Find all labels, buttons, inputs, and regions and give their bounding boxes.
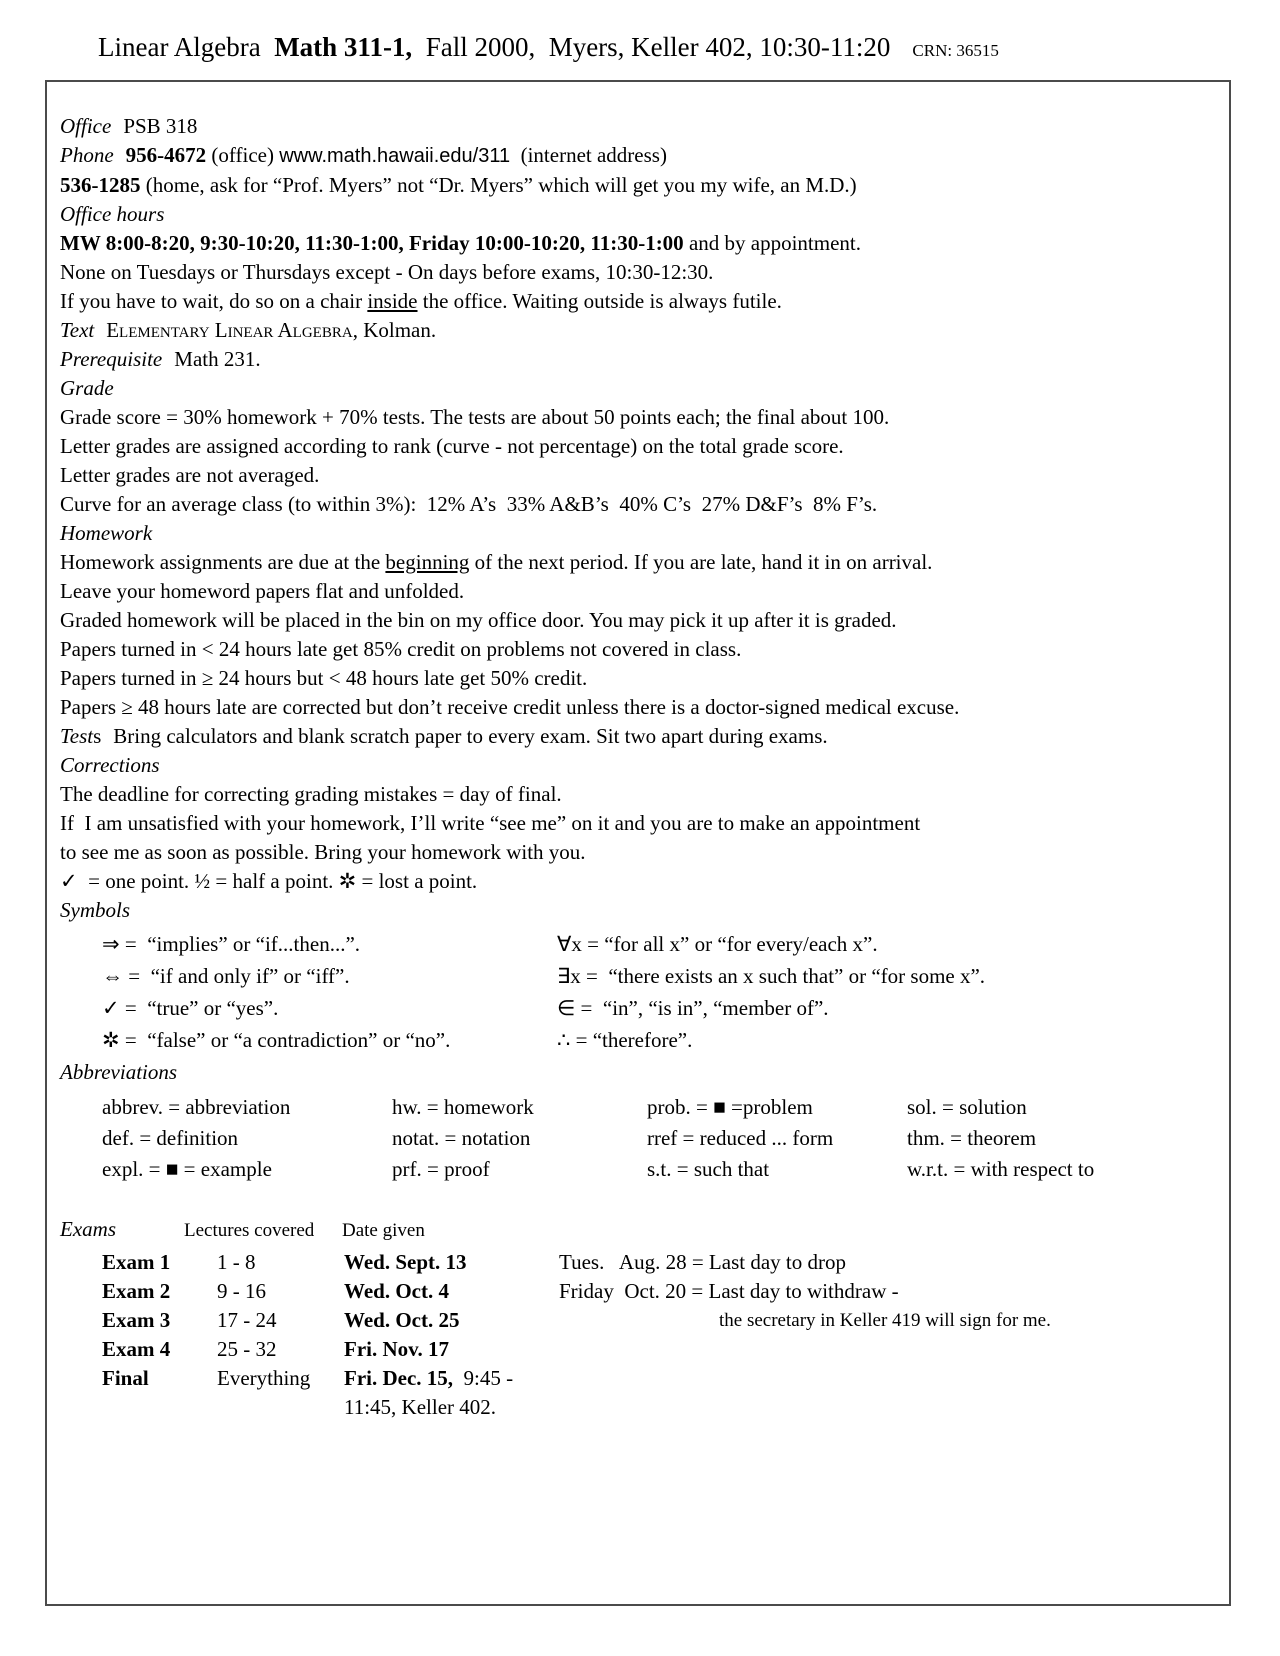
exam-row xyxy=(102,1364,1219,1422)
exam-name: Final xyxy=(102,1366,149,1390)
course-name: Linear Algebra xyxy=(98,32,275,62)
exams-heading: Exams xyxy=(60,1217,116,1241)
text-line xyxy=(60,316,1219,345)
exam-row xyxy=(102,1277,1219,1306)
corrections-line: to see me as soon as possible. Bring your homework with you. xyxy=(60,840,586,864)
abbr-cell: abbrev. = abbreviation xyxy=(102,1095,291,1119)
office-label: Office xyxy=(60,114,112,138)
exam-date: Fri. Dec. 15, 9:45 - 11:45, Keller 402. xyxy=(344,1366,519,1419)
exam-note xyxy=(559,1335,1219,1364)
grade-heading: Grade xyxy=(60,376,114,400)
prerequisite-line xyxy=(60,345,1219,374)
exam-lectures: 17 - 24 xyxy=(217,1308,277,1332)
symbols-row xyxy=(102,1026,1219,1055)
abbr-cell: hw. = homework xyxy=(392,1095,534,1119)
abbr-cell: prob. = ■ =problem xyxy=(647,1095,813,1119)
office-hours-appointment: and by appointment. xyxy=(683,231,861,255)
tests-label-s: s xyxy=(93,724,102,748)
symbols-row xyxy=(102,930,1219,959)
corrections-line: If I am unsatisfied with your homework, I’ll write “see me” on it and you are to make an appointment xyxy=(60,811,921,835)
exam-row xyxy=(102,1248,1219,1277)
abbr-cell: w.r.t. = with respect to xyxy=(907,1157,1095,1181)
office-value: PSB 318 xyxy=(123,114,198,138)
office-hours-wait-line xyxy=(60,287,1219,316)
textbook-author: , Kolman. xyxy=(352,318,437,342)
abbr-cell: thm. = theorem xyxy=(907,1126,1037,1150)
exams-header xyxy=(60,1215,1219,1245)
abbr-cell: rref = reduced ... form xyxy=(647,1126,834,1150)
exam-lectures: 9 - 16 xyxy=(217,1279,266,1303)
hw-underlined: beginning xyxy=(385,550,470,574)
symbol-therefore: ∴ = “therefore”. xyxy=(557,1028,693,1052)
homework-line: Papers ≥ 48 hours late are corrected but don’t receive credit unless there is a doctor-signed medical excuse. xyxy=(60,695,960,719)
exam-name: Exam 2 xyxy=(102,1279,171,1303)
abbr-cell: s.t. = such that xyxy=(647,1157,770,1181)
abbreviations-row xyxy=(102,1124,1219,1153)
exam-note: Tues. Aug. 28 = Last day to drop xyxy=(559,1250,846,1274)
office-hours-heading: Office hours xyxy=(60,202,165,226)
exam-row xyxy=(102,1306,1219,1335)
prerequisite-label: Prerequisite xyxy=(60,347,163,371)
course-number: Math 311-1, xyxy=(274,32,413,62)
abbr-cell: prf. = proof xyxy=(392,1157,490,1181)
symbols-heading: Symbols xyxy=(60,898,130,922)
abbr-cell: expl. = ■ = example xyxy=(102,1157,272,1181)
exam-lectures: Everything xyxy=(217,1366,311,1390)
office-hours-times xyxy=(60,229,1219,258)
wait-post: the office. Waiting outside is always futile. xyxy=(417,289,782,313)
phone-line xyxy=(60,141,1219,171)
symbol-iff: ⇔ = “if and only if” or “iff”. xyxy=(102,964,350,988)
symbol-exists: ∃x = “there exists an x such that” or “for some x”. xyxy=(557,964,986,988)
symbols-row xyxy=(102,994,1219,1023)
abbreviations-row xyxy=(102,1155,1219,1184)
exam-date: Wed. Sept. 13 xyxy=(344,1250,467,1274)
phone-home-number: 536-1285 xyxy=(60,173,141,197)
hw-post: of the next period. If you are late, hand it in on arrival. xyxy=(469,550,933,574)
office-hours-bold: MW 8:00-8:20, 9:30-10:20, 11:30-1:00, Friday 10:00-10:20, 11:30-1:00 xyxy=(60,231,684,255)
homework-line xyxy=(60,548,1219,577)
symbols-row xyxy=(102,962,1219,991)
symbol-false: ✲ = “false” or “a contradiction” or “no”. xyxy=(102,1028,451,1052)
symbol-forall: ∀x = “for all x” or “for every/each x”. xyxy=(557,932,878,956)
exams-col-date: Date given xyxy=(342,1220,425,1241)
phone-office-suffix: (office) xyxy=(206,143,280,167)
exam-note: the secretary in Keller 419 will sign for me. xyxy=(719,1310,1051,1331)
syllabus-body-box xyxy=(45,80,1231,1606)
grade-line: Curve for an average class (to within 3%): 12% A’s 33% A&B’s 40% C’s 27% D&F’s 8% F’s. xyxy=(60,492,878,516)
symbol-check: ✓ = “true” or “yes”. xyxy=(102,996,279,1020)
office-line xyxy=(60,112,1219,141)
corrections-heading: Corrections xyxy=(60,753,160,777)
exam-lectures: 1 - 8 xyxy=(217,1250,256,1274)
course-details: Fall 2000, Myers, Keller 402, 10:30-11:20 xyxy=(412,32,891,62)
course-crn: CRN: 36515 xyxy=(912,41,999,60)
course-website-url: www.math.hawaii.edu/311 xyxy=(279,145,511,167)
tests-line xyxy=(60,722,1219,751)
exams-col-lectures: Lectures covered xyxy=(184,1220,315,1241)
points-legend-line: ✓ = one point. ½ = half a point. ✲ = lost a point. xyxy=(60,869,478,893)
exam-name: Exam 3 xyxy=(102,1308,171,1332)
abbr-cell: notat. = notation xyxy=(392,1126,531,1150)
symbol-in: ∈ = “in”, “is in”, “member of”. xyxy=(557,996,829,1020)
exam-name: Exam 1 xyxy=(102,1250,171,1274)
prerequisite-value: Math 231. xyxy=(174,347,261,371)
homework-line: Papers turned in ≥ 24 hours but < 48 hours late get 50% credit. xyxy=(60,666,588,690)
exam-note xyxy=(559,1364,1219,1422)
abbr-cell: sol. = solution xyxy=(907,1095,1027,1119)
homework-line: Papers turned in < 24 hours late get 85% credit on problems not covered in class. xyxy=(60,637,742,661)
phone-office-number: 956-4672 xyxy=(125,143,207,167)
text-label: Text xyxy=(60,318,95,342)
page-title xyxy=(98,30,999,68)
exam-lectures: 25 - 32 xyxy=(217,1337,277,1361)
grade-line: Grade score = 30% homework + 70% tests. The tests are about 50 points each; the final about 100. xyxy=(60,405,890,429)
phone-home-suffix: (home, ask for “Prof. Myers” not “Dr. Myers” which will get you my wife, an M.D.) xyxy=(140,173,857,197)
hw-pre: Homework assignments are due at the xyxy=(60,550,386,574)
exam-date: Wed. Oct. 25 xyxy=(344,1308,460,1332)
abbreviations-row xyxy=(102,1093,1219,1122)
homework-line: Leave your homeword papers flat and unfolded. xyxy=(60,579,465,603)
abbreviations-heading: Abbreviations xyxy=(60,1060,178,1084)
phone-url-suffix: (internet address) xyxy=(510,143,667,167)
symbol-implies: ⇒ = “implies” or “if...then...”. xyxy=(102,932,361,956)
tests-text: Bring calculators and blank scratch paper to every exam. Sit two apart during exams. xyxy=(113,724,828,748)
tests-label-italic: Test xyxy=(60,724,94,748)
wait-underlined: inside xyxy=(367,289,418,313)
wait-pre: If you have to wait, do so on a chair xyxy=(60,289,368,313)
homework-line: Graded homework will be placed in the bin on my office door. You may pick it up after it is graded. xyxy=(60,608,897,632)
exam-row xyxy=(102,1335,1219,1364)
exam-date: Wed. Oct. 4 xyxy=(344,1279,449,1303)
textbook-title: Elementary Linear Algebra xyxy=(106,318,353,342)
grade-line: Letter grades are assigned according to rank (curve - not percentage) on the total grade score. xyxy=(60,434,844,458)
abbr-cell: def. = definition xyxy=(102,1126,239,1150)
exam-note: Friday Oct. 20 = Last day to withdraw - xyxy=(559,1279,899,1303)
phone-home-line xyxy=(60,171,1219,200)
exam-date: Fri. Nov. 17 xyxy=(344,1337,449,1361)
homework-heading: Homework xyxy=(60,521,153,545)
exam-name: Exam 4 xyxy=(102,1337,171,1361)
corrections-line: The deadline for correcting grading mistakes = day of final. xyxy=(60,782,562,806)
phone-label: Phone xyxy=(60,143,114,167)
office-hours-none-line: None on Tuesdays or Thursdays except - On days before exams, 10:30-12:30. xyxy=(60,260,714,284)
grade-line: Letter grades are not averaged. xyxy=(60,463,320,487)
